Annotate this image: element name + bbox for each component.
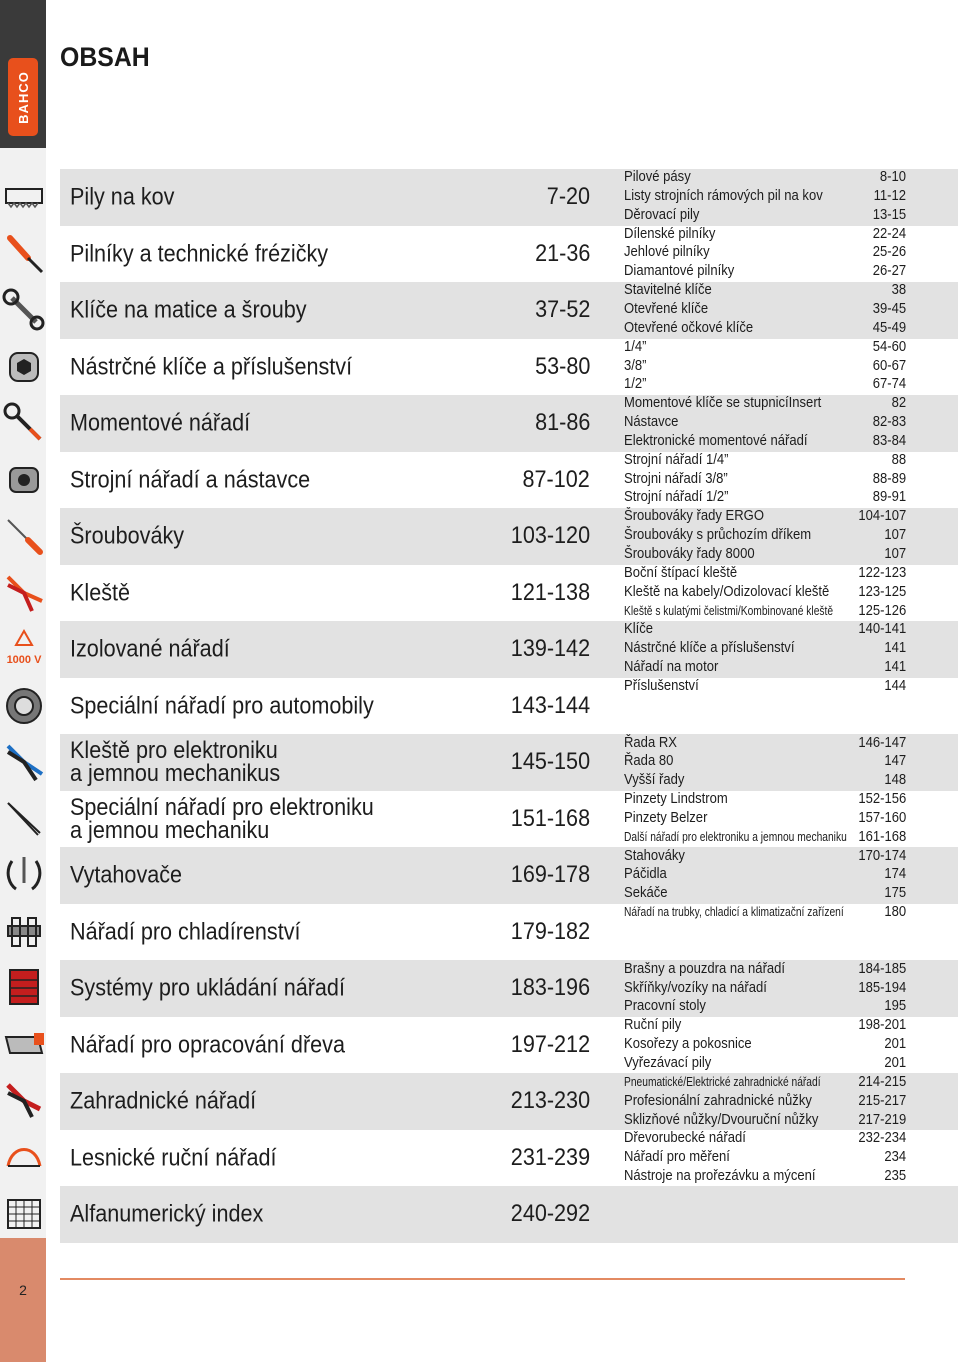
subsection-row[interactable] <box>624 300 906 319</box>
category-row[interactable] <box>70 791 590 847</box>
category-pages: 143-144 <box>510 691 590 719</box>
category-pages: 103-120 <box>510 522 590 549</box>
category-pages: 145-150 <box>510 748 590 775</box>
subsection-row[interactable] <box>624 1111 906 1130</box>
subsection-name: Nástroje na prořezávku a mýcení <box>624 1168 816 1185</box>
pliers-icon <box>2 571 46 615</box>
subsection-row[interactable] <box>624 752 906 771</box>
subsection-pages: 215-217 <box>858 1092 906 1109</box>
subsection-name: Děrovací pily <box>624 206 700 223</box>
category-name: Izolované nářadí <box>70 635 230 663</box>
subsection-name: Kosořezy a pokosnice <box>624 1036 752 1053</box>
category-name: Lesnické ruční nářadí <box>70 1144 277 1171</box>
subsection-pages: 8-10 <box>879 169 906 185</box>
category-name: Systémy pro ukládání nářadí <box>70 974 345 1002</box>
subsection-name: Boční štípací kleště <box>624 564 738 581</box>
subsection-name: Kleště s kulatými čelistmi/Kombinované kleště <box>624 603 834 618</box>
subsection-row[interactable] <box>624 394 906 413</box>
subsection-pages: 147 <box>884 753 906 770</box>
subsection-row[interactable] <box>624 771 906 790</box>
subsection-row[interactable] <box>624 432 906 451</box>
subsection-row[interactable] <box>624 734 906 753</box>
bow-saw-icon <box>2 1136 46 1180</box>
subsection-row[interactable] <box>624 979 906 998</box>
subsection-pages: 232-234 <box>858 1130 906 1147</box>
subsection-row[interactable] <box>624 1035 906 1054</box>
subsection-row[interactable] <box>624 262 906 281</box>
subsection-name: Stahováky <box>624 847 685 864</box>
category-row[interactable] <box>70 1073 590 1129</box>
subsection-pages: 38 <box>891 282 906 299</box>
subsection-pages: 152-156 <box>858 791 906 808</box>
subsection-name: Listy strojních rámových pil na kov <box>624 187 823 204</box>
category-name: Nářadí pro opracování dřeva <box>70 1031 345 1058</box>
subsection-pages: 45-49 <box>872 319 906 336</box>
subsection-name: Jehlové pilníky <box>624 244 710 261</box>
subsection-pages: 89-91 <box>872 489 906 506</box>
category-name: Kleště <box>70 579 131 606</box>
category-pages: 197-212 <box>510 1030 590 1058</box>
subsection-pages: 123-125 <box>858 583 906 600</box>
category-name: Pilníky a technické frézičky <box>70 240 329 267</box>
subsection-name: Pracovní stoly <box>624 998 706 1015</box>
subsection-pages: 22-24 <box>872 225 906 242</box>
category-row[interactable] <box>70 508 590 564</box>
subsection-name: Strojní nářadí 1/2” <box>624 489 729 506</box>
subsection-row[interactable] <box>624 865 906 884</box>
hacksaw-icon <box>2 175 46 219</box>
subsection-row[interactable] <box>624 639 906 658</box>
category-row[interactable] <box>70 1186 590 1242</box>
category-pages: 240-292 <box>510 1200 590 1227</box>
subsection-pages: 201 <box>884 1036 906 1053</box>
handsaw-icon <box>2 1023 46 1067</box>
subsection-name: Vyřezávací pily <box>624 1054 712 1071</box>
subsection-pages: 88-89 <box>872 470 906 487</box>
subsection-row[interactable] <box>624 1167 906 1186</box>
category-pages: 87-102 <box>522 465 590 493</box>
subsection-row[interactable] <box>624 1016 906 1035</box>
subsection-row[interactable] <box>624 677 906 696</box>
subsection-name: Kleště na kabely/Odizolovací kleště <box>624 583 830 600</box>
category-pages: 7-20 <box>546 183 590 210</box>
subsection-row[interactable] <box>624 583 906 602</box>
sidebar-header <box>0 0 46 148</box>
subsection-pages: 140-141 <box>858 621 906 638</box>
category-row[interactable] <box>70 565 590 621</box>
subsection-pages: 235 <box>884 1168 906 1185</box>
subsection-row[interactable] <box>624 281 906 300</box>
subsection-name: Vyšší řady <box>624 772 685 789</box>
category-row[interactable] <box>70 1017 590 1073</box>
subsection-name: Nářadí na motor <box>624 659 719 676</box>
category-pages: 139-142 <box>510 635 590 662</box>
subsection-pages: 201 <box>884 1054 906 1071</box>
subsection-pages: 60-67 <box>872 357 906 374</box>
category-name: Alfanumerický index <box>70 1200 264 1228</box>
electronics-pliers-icon <box>2 740 46 784</box>
category-row[interactable] <box>70 904 590 960</box>
subsection-pages: 54-60 <box>872 338 906 355</box>
subsection-name: Ruční pily <box>624 1017 682 1034</box>
subsection-pages: 148 <box>884 772 906 789</box>
subsection-pages: 82 <box>891 395 906 412</box>
subsection-pages: 234 <box>884 1149 906 1166</box>
footer-divider <box>60 1278 905 1280</box>
subsection-name: Dřevorubecké nářadí <box>624 1130 746 1147</box>
insulated-1000v-icon <box>2 627 46 671</box>
category-pages: 151-168 <box>510 804 590 832</box>
subsection-row[interactable] <box>624 187 906 206</box>
subsection-row[interactable] <box>624 243 906 262</box>
category-pages: 169-178 <box>510 861 590 888</box>
subsection-name: Nářadí pro měření <box>624 1149 730 1166</box>
wheel-icon <box>2 684 46 728</box>
subsection-row[interactable] <box>624 620 906 639</box>
impact-socket-icon <box>2 458 46 502</box>
subsection-name: Sekáče <box>624 885 668 902</box>
subsection-pages: 180 <box>884 904 906 921</box>
subsection-pages: 107 <box>884 527 906 544</box>
subsection-pages: 11-12 <box>873 187 906 204</box>
category-row[interactable] <box>70 621 590 677</box>
subsection-pages: 161-168 <box>858 828 906 845</box>
category-name: Momentové nářadí <box>70 409 251 437</box>
subsection-name: Nářadí na trubky, chladicí a klimatizační zařízení <box>624 905 844 920</box>
subsection-name: Strojni nářadí 3/8” <box>624 470 728 487</box>
subsection-row[interactable] <box>624 225 906 244</box>
subsection-name: Šroubováky řady ERGO <box>624 508 764 525</box>
category-pages: 213-230 <box>510 1087 590 1114</box>
file-icon <box>2 232 46 276</box>
category-pages: 121-138 <box>510 578 590 606</box>
category-row[interactable] <box>70 282 590 338</box>
svg-text:1000 V: 1000 V <box>6 654 42 666</box>
subsection-pages: 217-219 <box>858 1111 906 1128</box>
category-name: Vytahovače <box>70 861 183 889</box>
subsection-row[interactable] <box>624 545 906 564</box>
category-row[interactable] <box>70 960 590 1016</box>
category-row[interactable] <box>70 678 590 734</box>
subsection-name: 1/2” <box>624 376 647 393</box>
subsection-row[interactable] <box>624 847 906 866</box>
category-row[interactable] <box>70 1130 590 1186</box>
subsection-pages: 198-201 <box>858 1017 906 1034</box>
subsection-row[interactable] <box>624 507 906 526</box>
subsection-row[interactable] <box>624 375 906 394</box>
subsection-row[interactable] <box>624 564 906 583</box>
subsection-row[interactable] <box>624 338 906 357</box>
subsection-name: Profesionální zahradnické nůžky <box>624 1092 812 1109</box>
category-pages: 81-86 <box>534 409 590 436</box>
category-pages: 183-196 <box>510 974 590 1001</box>
subsection-name: Nástrčné klíče a příslušenství <box>624 640 795 657</box>
subsection-pages: 214-215 <box>858 1073 906 1090</box>
category-pages: 53-80 <box>534 352 590 380</box>
subsection-name: Brašny a pouzdra na nářadí <box>624 960 786 977</box>
subsection-row[interactable] <box>624 602 906 621</box>
subsection-name: Dílenské pilníky <box>624 225 716 242</box>
subsection-pages: 146-147 <box>858 734 906 751</box>
subsection-name: Šroubováky s průchozím dříkem <box>624 527 812 544</box>
torque-wrench-icon <box>2 401 46 445</box>
subsection-name: Řada RX <box>624 734 677 751</box>
subsection-row[interactable] <box>624 960 906 979</box>
subsection-pages: 107 <box>884 546 906 562</box>
subsection-pages: 82-83 <box>872 414 906 431</box>
subsection-pages: 175 <box>884 885 906 902</box>
category-row[interactable] <box>70 395 590 451</box>
subsection-row[interactable] <box>624 451 906 470</box>
subsection-row[interactable] <box>624 828 906 847</box>
subsection-name: Otevřené očkové klíče <box>624 319 754 336</box>
category-row[interactable] <box>70 169 590 225</box>
subsection-name: Skříňky/vozíky na nářadí <box>624 979 767 996</box>
pruning-shears-icon <box>2 1079 46 1123</box>
category-name: Strojní nářadí a nástavce <box>70 466 311 493</box>
subsection-name: Páčidla <box>624 866 667 883</box>
category-name: Nářadí pro chladírenství <box>70 918 301 945</box>
category-pages: 231-239 <box>510 1143 590 1171</box>
subsection-row[interactable] <box>624 1148 906 1167</box>
subsection-name: Stavitelné klíče <box>624 282 712 299</box>
subsection-pages: 144 <box>884 677 906 694</box>
page-number: 2 <box>19 1282 27 1298</box>
subsection-pages: 88 <box>891 451 906 468</box>
subsection-name: Další nářadí pro elektroniku a jemnou mechaniku <box>624 829 847 844</box>
subsection-row[interactable] <box>624 413 906 432</box>
subsection-pages: 157-160 <box>858 809 906 826</box>
grid-index-icon <box>2 1192 46 1236</box>
subsection-pages: 125-126 <box>858 602 906 619</box>
subsection-pages: 25-26 <box>872 244 906 261</box>
subsection-row[interactable] <box>624 1092 906 1111</box>
subsection-pages: 185-194 <box>858 979 906 996</box>
category-name: Nástrčné klíče a příslušenství <box>70 353 353 380</box>
category-row[interactable] <box>70 339 590 395</box>
category-row[interactable] <box>70 452 590 508</box>
subsection-name: Nástavce <box>624 414 679 431</box>
subsection-name: Sklizňové nůžky/Dvouruční nůžky <box>624 1111 819 1128</box>
subsection-name: Pilové pásy <box>624 169 691 185</box>
subsection-pages: 195 <box>884 998 906 1015</box>
refrigeration-tool-icon <box>2 910 46 954</box>
category-name: Speciální nářadí pro elektroniku a jemnou mechaniku <box>70 793 374 844</box>
category-row[interactable] <box>70 226 590 282</box>
category-name: Kleště pro elektroniku a jemnou mechanikus <box>70 737 281 787</box>
subsection-pages: 141 <box>884 640 906 657</box>
category-row[interactable] <box>70 847 590 903</box>
subsection-row[interactable] <box>624 470 906 489</box>
subsection-name: Klíče <box>624 621 654 638</box>
subsection-name: Otevřené klíče <box>624 300 709 317</box>
subsection-pages: 184-185 <box>858 960 906 977</box>
category-name: Speciální nářadí pro automobily <box>70 692 374 719</box>
subsection-row[interactable] <box>624 790 906 809</box>
subsection-pages: 122-123 <box>858 564 906 581</box>
subsection-name: Momentové klíče se stupnicíInsert <box>624 395 822 412</box>
subsection-pages: 26-27 <box>872 263 906 280</box>
screwdriver-icon <box>2 514 46 558</box>
subsection-name: Pneumatické/Elektrické zahradnické nářadí <box>624 1074 821 1089</box>
subsection-row[interactable] <box>624 319 906 338</box>
puller-icon <box>2 853 46 897</box>
subsection-pages: 83-84 <box>872 432 906 449</box>
subsection-pages: 67-74 <box>872 376 906 393</box>
subsection-name: Pinzety Belzer <box>624 809 708 826</box>
category-name: Pily na kov <box>70 183 175 211</box>
subsection-name: 3/8” <box>624 357 647 374</box>
subsection-row[interactable] <box>624 526 906 545</box>
page-title: OBSAH <box>60 42 150 72</box>
subsection-row[interactable] <box>624 903 906 922</box>
category-pages: 21-36 <box>534 239 590 267</box>
sidebar-footer <box>0 1238 46 1362</box>
subsection-pages: 170-174 <box>858 847 906 864</box>
subsection-row[interactable] <box>624 884 906 903</box>
category-name: Zahradnické nářadí <box>70 1087 257 1115</box>
category-name: Šroubováky <box>70 522 185 550</box>
subsection-pages: 141 <box>884 659 906 676</box>
subsection-name: Strojní nářadí 1/4” <box>624 451 729 468</box>
category-pages: 179-182 <box>510 917 590 945</box>
subsection-row[interactable] <box>624 1129 906 1148</box>
subsection-pages: 13-15 <box>872 206 906 223</box>
subsection-row[interactable] <box>624 809 906 828</box>
subsection-row[interactable] <box>624 997 906 1016</box>
socket-icon <box>2 345 46 389</box>
subsection-pages: 39-45 <box>872 300 906 317</box>
subsection-name: Řada 80 <box>624 753 674 770</box>
subsection-row[interactable] <box>624 206 906 225</box>
subsection-row[interactable] <box>624 488 906 507</box>
subsection-pages: 104-107 <box>858 508 906 525</box>
subsection-name: 1/4” <box>624 338 647 355</box>
category-pages: 37-52 <box>534 296 590 323</box>
subsection-row[interactable] <box>624 658 906 677</box>
subsection-name: Elektronické momentové nářadí <box>624 432 808 449</box>
subsection-row[interactable] <box>624 1073 906 1092</box>
category-row[interactable] <box>70 734 590 790</box>
subsection-row[interactable] <box>624 168 906 187</box>
subsection-name: Šroubováky řady 8000 <box>624 546 755 562</box>
subsection-row[interactable] <box>624 1054 906 1073</box>
tweezers-icon <box>2 797 46 841</box>
tool-cabinet-icon <box>2 966 46 1010</box>
wrench-icon <box>2 288 46 332</box>
subsection-name: Příslušenství <box>624 677 699 694</box>
subsection-name: Pinzety Lindstrom <box>624 791 728 808</box>
bahco-logo: BAHCO <box>8 58 38 136</box>
subsection-pages: 174 <box>884 866 906 883</box>
subsection-name: Diamantové pilníky <box>624 263 735 280</box>
category-name: Klíče na matice a šrouby <box>70 296 307 324</box>
subsection-row[interactable] <box>624 357 906 376</box>
